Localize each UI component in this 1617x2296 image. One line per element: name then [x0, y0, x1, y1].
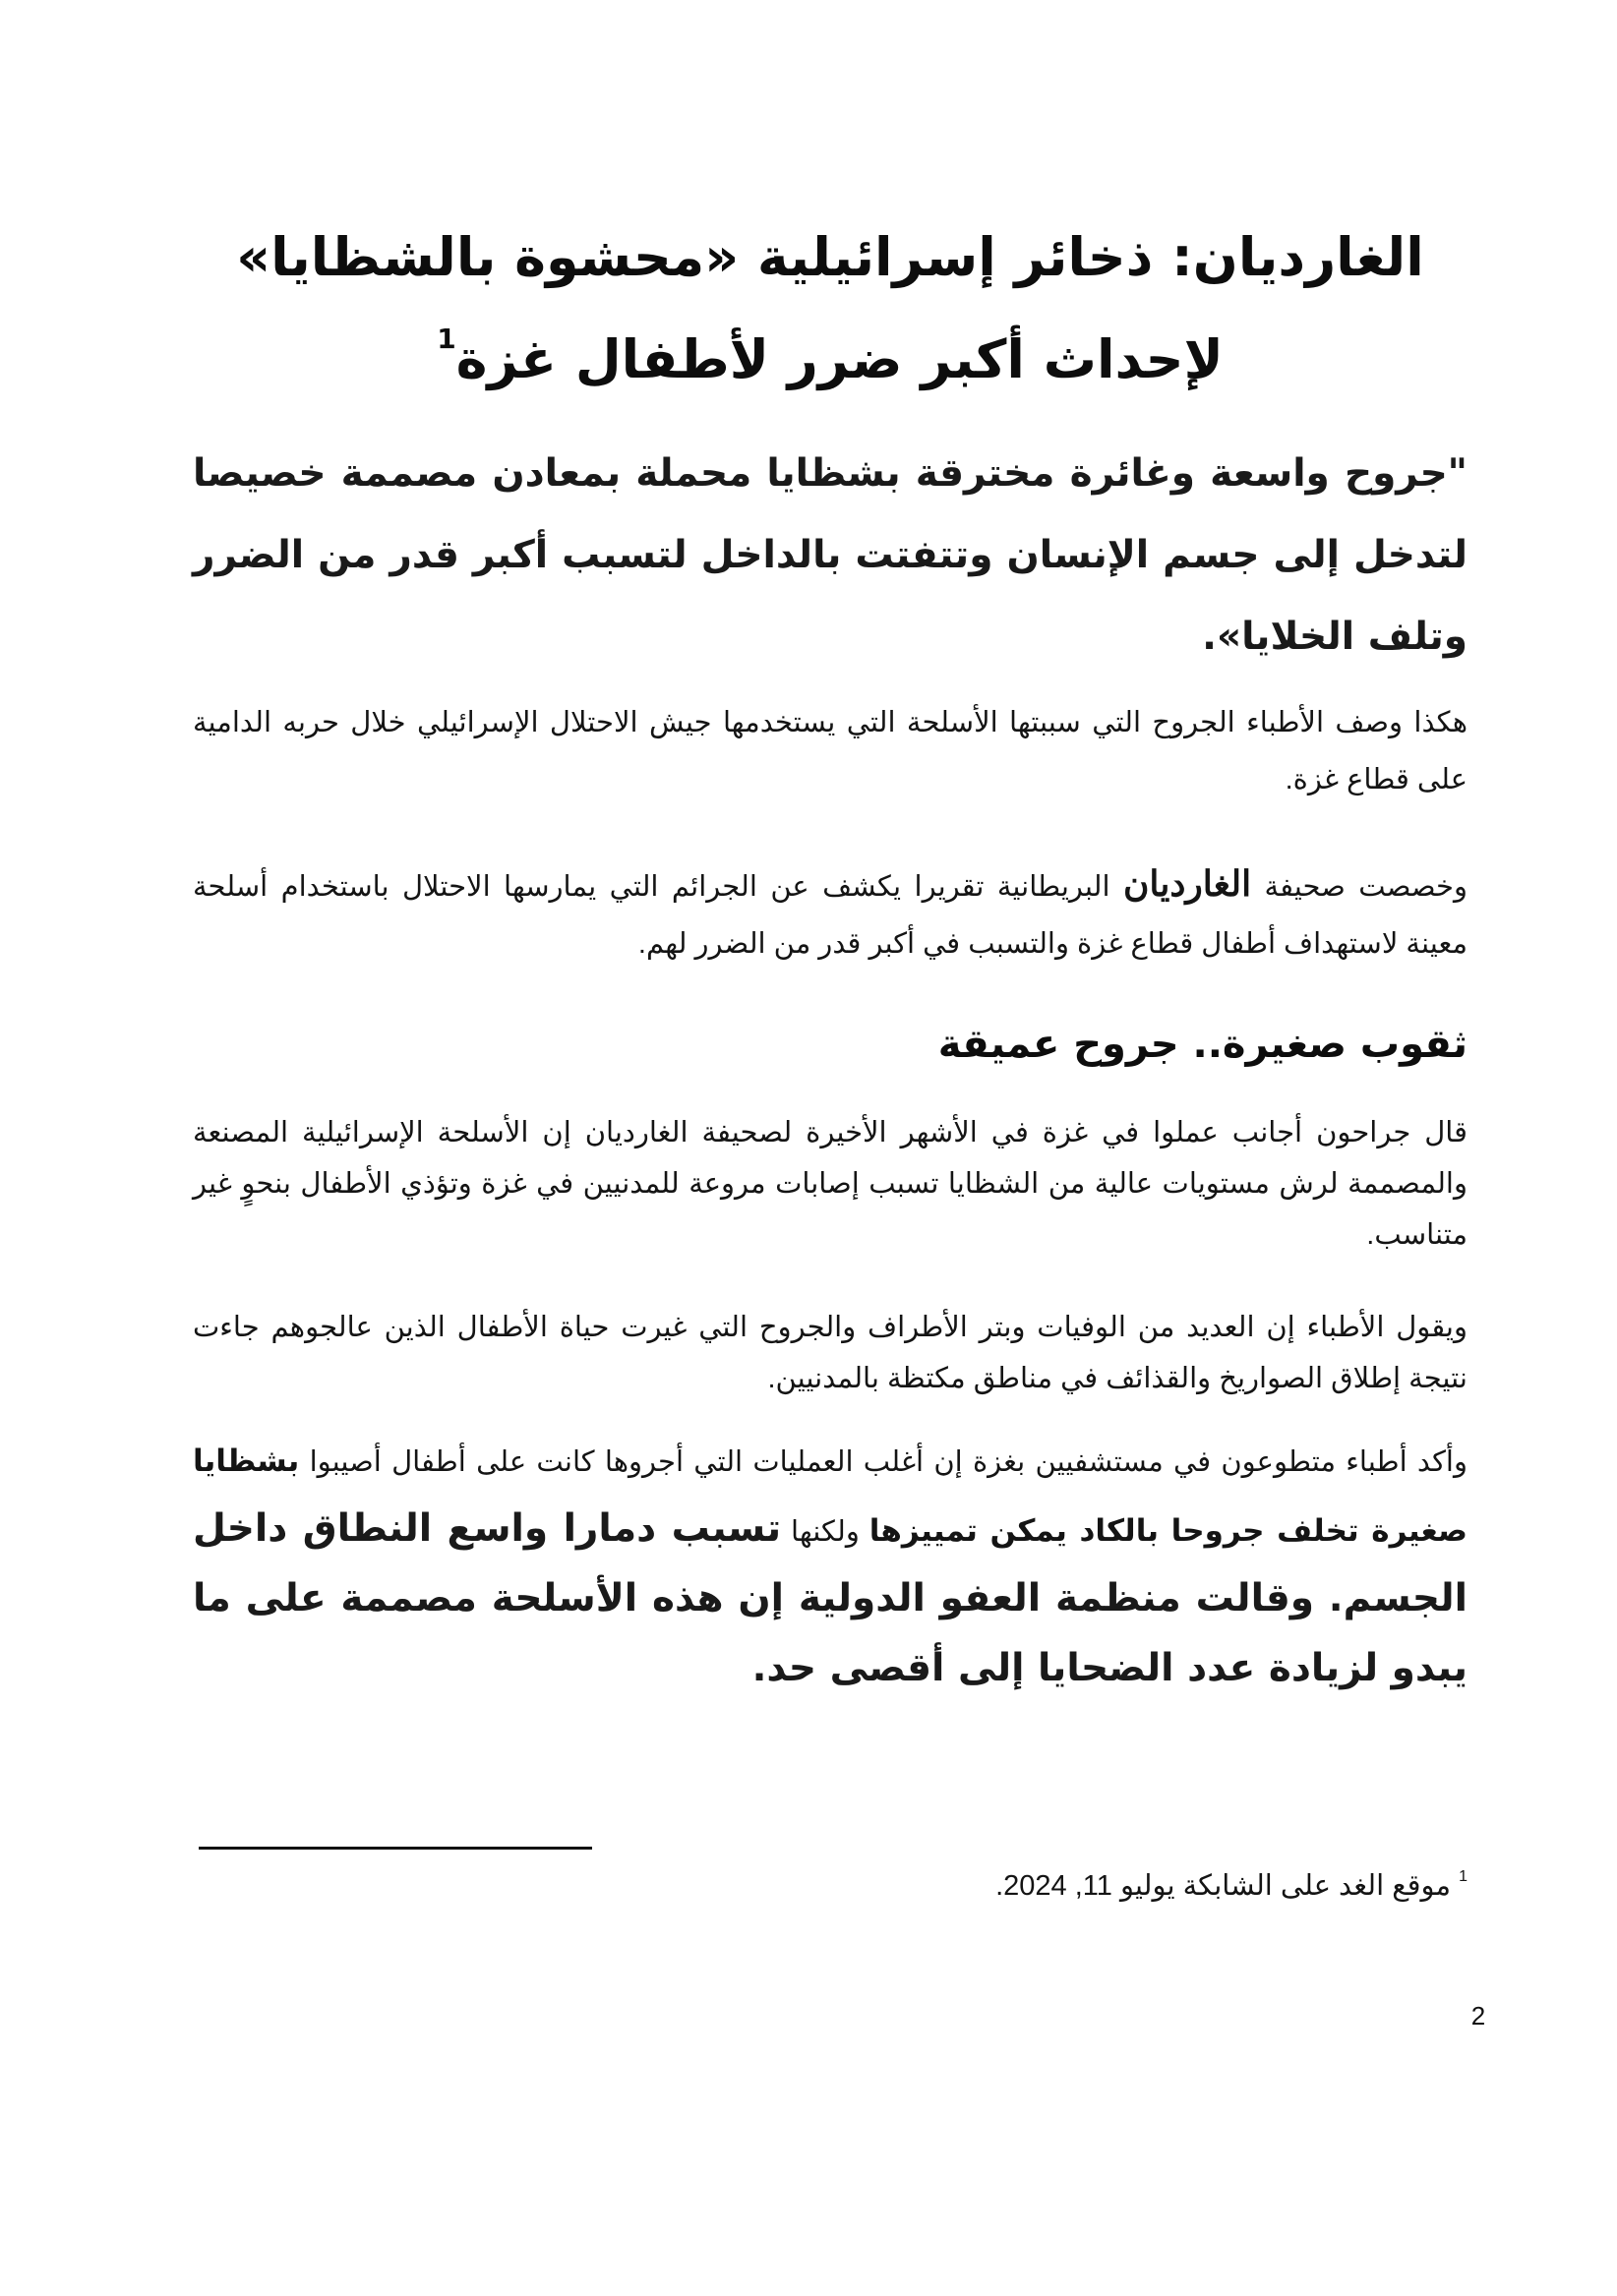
footnote-number: 1 — [1459, 1868, 1467, 1885]
page-number: 2 — [1470, 2001, 1486, 2031]
paragraph-5-plain-1: وأكد أطباء متطوعون في مستشفيين بغزة إن أغلب العمليات التي أجروها كانت على أطفال أصيبوا — [309, 1446, 1467, 1478]
paragraph-1: هكذا وصف الأطباء الجروح التي سببتها الأسلحة التي يستخدمها جيش الاحتلال الإسرائيلي خلال حربه الدامية على قطاع غزة. — [193, 707, 1467, 795]
paragraph-4: ويقول الأطباء إن العديد من الوفيات وبتر الأطراف والجروح التي غيرت حياة الأطفال الذين عالجوهم جاءت نتيجة إطلاق الصواريخ والقذائف في مناطق مكتظة بالمدنيين. — [193, 1312, 1467, 1394]
paragraph-2 — [193, 855, 1467, 972]
footnote — [193, 1866, 1467, 1906]
paragraph-5-bold-1: بشظايا صغيرة تخلف جروحا بالكاد يمكن تمييزها — [193, 1443, 1467, 1549]
article-title-text: الغارديان: ذخائر إسرائيلية «محشوة بالشظايا» لإحداث أكبر ضرر لأطفال غزة — [236, 226, 1424, 390]
footnote-reference[interactable]: 1 — [437, 323, 456, 355]
article-title — [193, 206, 1467, 411]
paragraph-2-after: البريطانية تقريرا يكشف عن الجرائم التي يمارسها الاحتلال باستخدام أسلحة معينة لاستهداف أطفال قطاع غزة والتسبب في أكبر قدر من الضرر لهم. — [193, 871, 1467, 960]
paragraph-5-bold-big: تسبب دمارا واسع النطاق داخل الجسم. وقالت منظمة العفو الدولية إن هذه الأسلحة مصممة على ما يبدو لزيادة عدد الضحايا إلى أقصى حد. — [193, 1506, 1467, 1690]
paragraph-5-plain-2: ولكنها — [791, 1516, 860, 1548]
paragraph-5 — [193, 1428, 1467, 1705]
paragraph-2-before: وخصصت صحيفة — [1264, 871, 1467, 903]
footnote-separator — [199, 1847, 592, 1850]
paragraph-3: قال جراحون أجانب عملوا في غزة في الأشهر الأخيرة لصحيفة الغارديان إن الأسلحة الإسرائيلية المصنعة والمصممة لرش مستويات عالية من الشظايا تسبب إصابات مروعة للمدنيين في غزة وتؤذي الأطفال بنحوٍ غير متناسب. — [193, 1117, 1467, 1251]
footnote-text: موقع الغد على الشابكة يوليو 11, 2024. — [995, 1870, 1452, 1902]
lead-quote: "جروح واسعة وغائرة مخترقة بشظايا محملة بمعادن مصممة خصيصا لتدخل إلى جسم الإنسان وتتفتت بالداخل لتسبب أكبر قدر من الضرر وتلف الخلايا». — [193, 451, 1467, 659]
guardian-highlight: الغارديان — [1122, 863, 1252, 904]
section-subheading: ثقوب صغيرة.. جروح عميقة — [937, 1022, 1467, 1067]
